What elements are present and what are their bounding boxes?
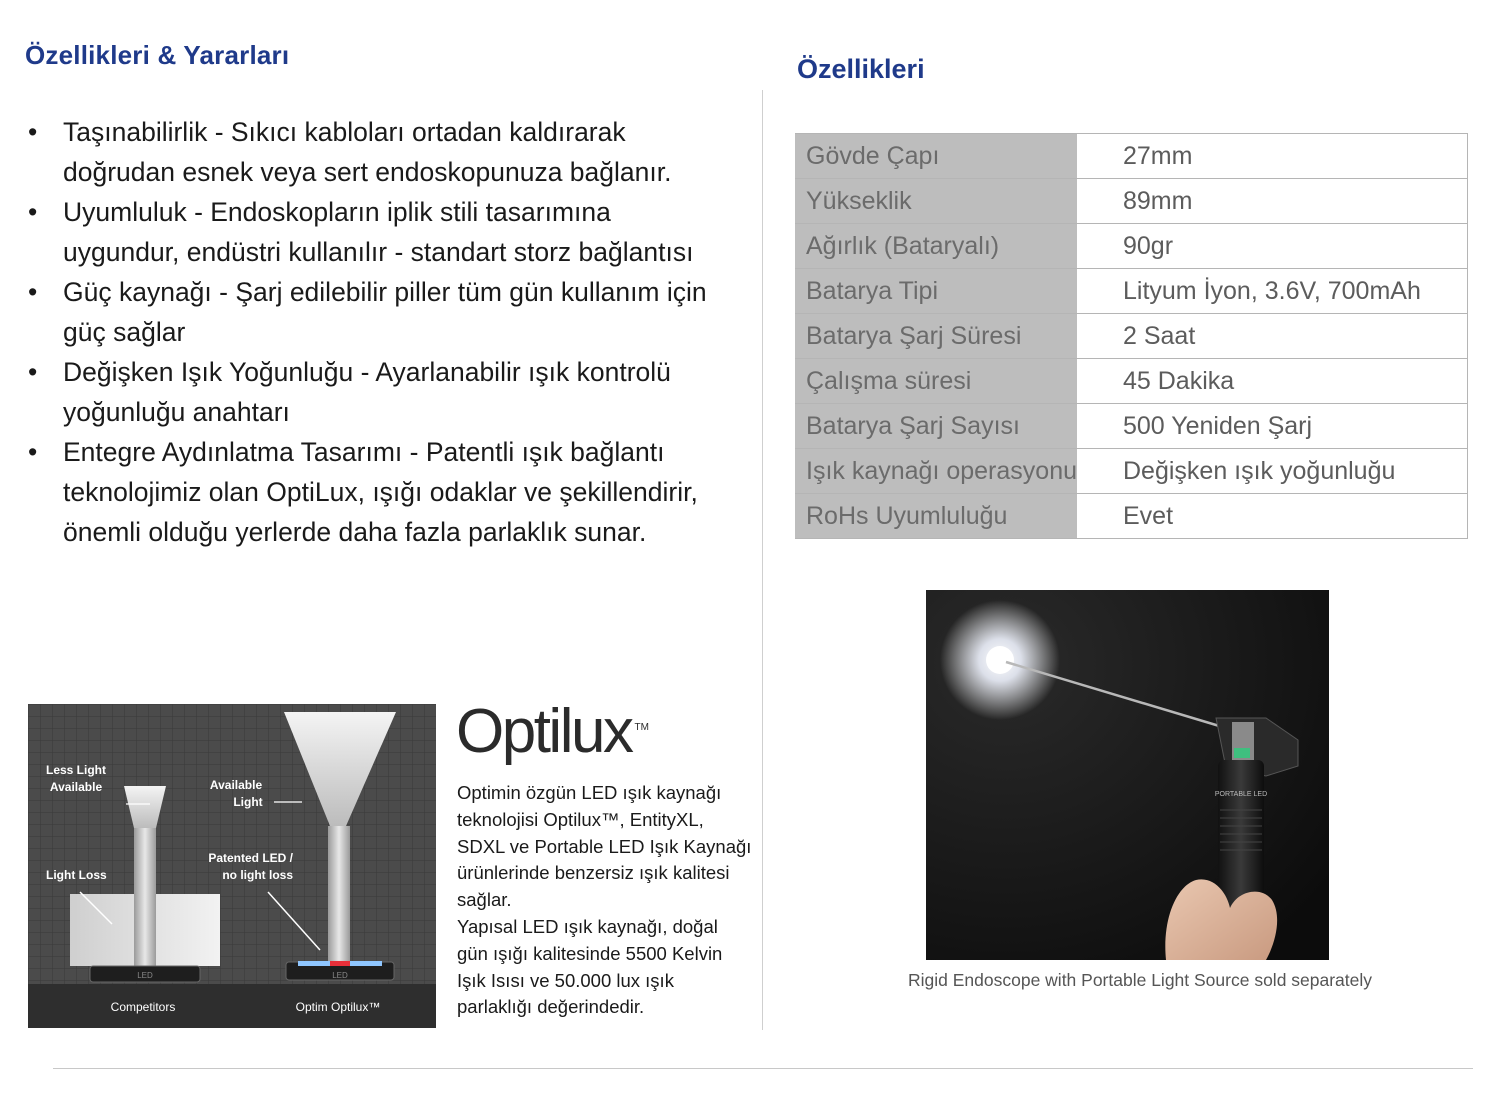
photo-caption: Rigid Endoscope with Portable Light Source sold separately bbox=[908, 970, 1373, 990]
features-title: Özellikleri & Yararları bbox=[25, 40, 290, 70]
spec-value: 27mm bbox=[1077, 134, 1468, 179]
bullet-icon: • bbox=[28, 197, 38, 227]
specs-table bbox=[795, 133, 1468, 539]
spec-value: 45 Dakika bbox=[1077, 359, 1468, 404]
spec-key: Batarya Şarj Sayısı bbox=[795, 404, 1077, 449]
table-row bbox=[795, 359, 1468, 404]
competitors-label: Competitors bbox=[110, 1000, 176, 1014]
features-list bbox=[28, 112, 728, 552]
table-row bbox=[795, 314, 1468, 359]
spec-key: Batarya Şarj Süresi bbox=[795, 314, 1077, 359]
spec-key: Batarya Tipi bbox=[795, 269, 1077, 314]
green-indicator bbox=[1234, 748, 1250, 758]
led-red-chip bbox=[330, 961, 350, 966]
bullet-icon: • bbox=[28, 437, 38, 467]
spec-value: 500 Yeniden Şarj bbox=[1077, 404, 1468, 449]
optilux-logo: Optilux ™ bbox=[456, 697, 649, 766]
table-row bbox=[795, 449, 1468, 494]
spec-key: Çalışma süresi bbox=[795, 359, 1077, 404]
table-row bbox=[795, 179, 1468, 224]
spec-key: Gövde Çapı bbox=[795, 134, 1077, 179]
bullet-icon: • bbox=[28, 357, 38, 387]
spec-value: Lityum İyon, 3.6V, 700mAh bbox=[1077, 269, 1468, 314]
less-light-label: Available bbox=[49, 780, 103, 794]
led-label: LED bbox=[137, 971, 153, 980]
optim-optilux-label: Optim Optilux™ bbox=[295, 1000, 381, 1014]
spec-value: Evet bbox=[1077, 494, 1468, 539]
optilux-description: Optimin özgün LED ışık kaynağı teknolojisi Optilux™, EntityXL, SDXL ve Portable LED Işık Kaynağı ürünlerinde benzersiz ışık kalitesi sağlar. Yapısal LED ışık kaynağı, doğal gün ışığı kalitesinde 5500 Kelvin Işık Isısı ve 50.000 lux ışık parlaklığı değerindedir. bbox=[457, 782, 752, 1018]
list-item: • Güç kaynağı - Şarj edilebilir piller tüm gün kullanım için güç sağlar bbox=[28, 272, 728, 352]
led-label: LED bbox=[332, 971, 348, 980]
table-row bbox=[795, 134, 1468, 179]
table-row bbox=[795, 494, 1468, 539]
available-light-label: Available bbox=[209, 778, 263, 792]
bullet-icon: • bbox=[28, 117, 38, 147]
product-photo bbox=[926, 590, 1329, 960]
vertical-divider bbox=[762, 90, 763, 1030]
optim-light-rod bbox=[328, 826, 350, 962]
optilux-diagram bbox=[28, 704, 436, 1028]
table-row bbox=[795, 224, 1468, 269]
spec-value: 89mm bbox=[1077, 179, 1468, 224]
competitor-light-rod bbox=[134, 828, 156, 968]
spec-value: Değişken ışık yoğunluğu bbox=[1077, 449, 1468, 494]
footer-divider bbox=[53, 1068, 1473, 1069]
spec-key: Ağırlık (Bataryalı) bbox=[795, 224, 1077, 269]
light-loss-label: Light Loss bbox=[46, 868, 107, 882]
list-item: • Uyumluluk - Endoskopların iplik stili tasarımına uygundur, endüstri kullanılır - standart storz bağlantısı bbox=[28, 192, 728, 272]
spec-key: Işık kaynağı operasyonu bbox=[795, 449, 1077, 494]
table-row bbox=[795, 404, 1468, 449]
spec-key: RoHs Uyumluluğu bbox=[795, 494, 1077, 539]
patented-led-label: no light loss bbox=[222, 868, 293, 882]
trademark-mark: TM bbox=[634, 722, 649, 733]
spec-value: 90gr bbox=[1077, 224, 1468, 269]
bullet-icon: • bbox=[28, 277, 38, 307]
list-item: • Değişken Işık Yoğunluğu - Ayarlanabilir ışık kontrolü yoğunluğu anahtarı bbox=[28, 352, 728, 432]
less-light-label: Less Light bbox=[45, 763, 107, 777]
list-item: • Taşınabilirlik - Sıkıcı kabloları ortadan kaldırarak doğrudan esnek veya sert endoskopunuza bağlanır. bbox=[28, 112, 728, 192]
spec-key: Yükseklik bbox=[795, 179, 1077, 224]
light-spot bbox=[986, 646, 1014, 674]
available-light-label: Light bbox=[233, 795, 263, 809]
table-row bbox=[795, 269, 1468, 314]
device-label: PORTABLE LED bbox=[1214, 791, 1268, 798]
specs-title: Özellikleri bbox=[797, 54, 925, 84]
spec-value: 2 Saat bbox=[1077, 314, 1468, 359]
patented-led-label: Patented LED / bbox=[208, 851, 293, 865]
list-item: • Entegre Aydınlatma Tasarımı - Patentli ışık bağlantı teknolojimiz olan OptiLux, ışığı odaklar ve şekillendirir, önemli olduğu yerlerde daha fazla parlaklık sunar. bbox=[28, 432, 728, 552]
